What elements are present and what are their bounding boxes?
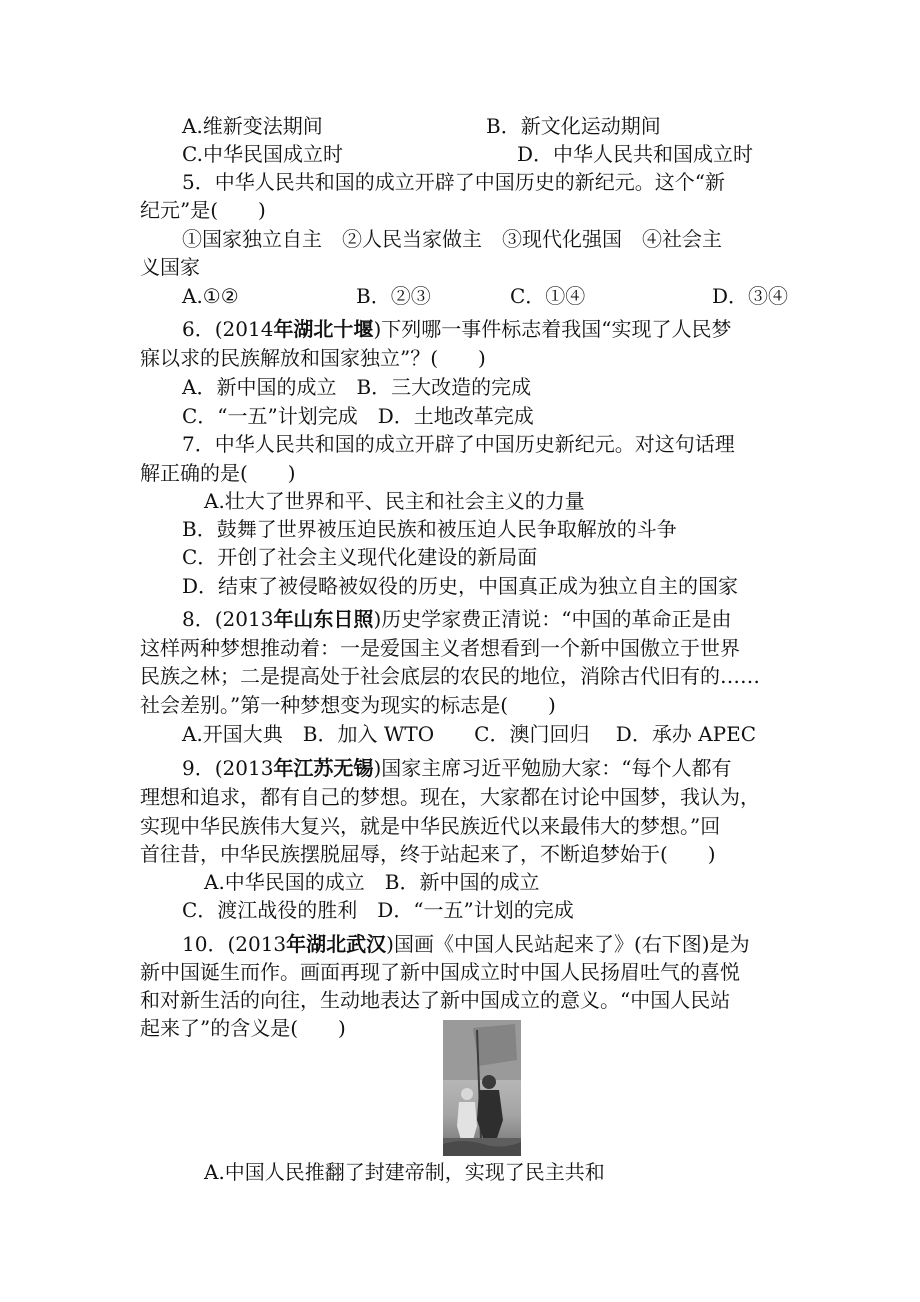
q10-number: 10．(2013: [182, 932, 287, 956]
q8-stem-rest: )历史学家费正清说：“中国的革命正是由: [373, 607, 732, 631]
q8-source: 年山东日照: [273, 607, 374, 631]
painting-image: [443, 1020, 521, 1156]
q9-source: 年江苏无锡: [273, 756, 374, 780]
q5-option-d: D．③④: [712, 284, 789, 308]
q10-option-a: A.中国人民推翻了封建帝制，实现了民主共和: [204, 1160, 605, 1184]
q7-option-a: A.壮大了世界和平、民主和社会主义的力量: [204, 489, 585, 513]
q5-items-line1: ①国家独立自主 ②人民当家做主 ③现代化强国 ④社会主: [182, 227, 722, 251]
q7-option-c: C．开创了社会主义现代化建设的新局面: [182, 545, 538, 569]
painting-figures-illustration: [443, 1020, 521, 1156]
q10-stem-line1: [182, 930, 750, 958]
q5-option-a: A.①②: [182, 284, 239, 308]
q9-stem-line4: 首往昔，中华民族摆脱屈辱，终于站起来了，不断追梦始于( ): [140, 842, 716, 866]
q9-stem-line2: 理想和追求，都有自己的梦想。现在，大家都在讨论中国梦，我认为，: [140, 785, 760, 809]
q6-stem-line2: 寐以求的民族解放和国家独立”？( ): [140, 346, 486, 370]
q10-stem-line3: 和对新生活的向往，生动地表达了新中国成立的意义。“中国人民站: [140, 988, 731, 1012]
q6-source: 年湖北十堰: [273, 317, 374, 341]
q6-number: 6．(2014: [182, 317, 274, 341]
q6-stem-rest: )下列哪一事件标志着我国“实现了人民梦: [373, 317, 732, 341]
q4-option-c: C.中华民国成立时: [182, 142, 343, 166]
q5-stem-line1: 5．中华人民共和国的成立开辟了中国历史的新纪元。这个“新: [182, 170, 725, 194]
q9-options-cd: C．渡江战役的胜利 D．“一五”计划的完成: [182, 898, 574, 922]
q9-stem-line3: 实现中华民族伟大复兴，就是中华民族近代以来最伟大的梦想。”回: [140, 814, 721, 838]
q10-stem-line2: 新中国诞生而作。画面再现了新中国成立时中国人民扬眉吐气的喜悦: [140, 960, 740, 984]
q10-source: 年湖北武汉: [286, 932, 387, 956]
q8-stem-line1: [182, 605, 731, 633]
q6-options-ab: A．新中国的成立 B．三大改造的完成: [182, 375, 532, 399]
q6-stem-line1: [182, 315, 731, 343]
q7-option-d: D．结束了被侵略被奴役的历史，中国真正成为独立自主的国家: [182, 574, 739, 598]
q4-option-b: B．新文化运动期间: [486, 114, 661, 138]
q8-stem-line2: 这样两种梦想推动着：一是爱国主义者想看到一个新中国傲立于世界: [140, 636, 740, 660]
q7-option-b: B．鼓舞了世界被压迫民族和被压迫人民争取解放的斗争: [182, 517, 677, 541]
q7-stem-line1: 7．中华人民共和国的成立开辟了中国历史新纪元。对这句话理: [182, 432, 735, 456]
q5-stem-line2: 纪元”是( ): [140, 198, 266, 222]
q8-stem-line4: 社会差别。”第一种梦想变为现实的标志是( ): [140, 693, 556, 717]
q5-option-b: B．②③: [356, 284, 431, 308]
q5-option-c: C．①④: [510, 284, 586, 308]
q8-options: A.开国大典 B．加入 WTO C．澳门回归 D．承办 APEC: [182, 722, 757, 746]
q6-options-cd: C．“一五”计划完成 D．土地改革完成: [182, 404, 534, 428]
q10-stem-line4: 起来了”的含义是( ): [140, 1016, 346, 1040]
q9-stem-rest: )国家主席习近平勉励大家：“每个人都有: [373, 756, 732, 780]
q8-stem-line3: 民族之林；二是提高处于社会底层的农民的地位，消除古代旧有的……: [140, 664, 760, 688]
q9-number: 9．(2013: [182, 756, 274, 780]
q9-options-ab: A.中华民国的成立 B．新中国的成立: [204, 870, 540, 894]
q4-option-d: D．中华人民共和国成立时: [517, 142, 754, 166]
q9-stem-line1: [182, 754, 731, 782]
q4-option-a: A.维新变法期间: [182, 114, 323, 138]
q5-items-line2: 义国家: [140, 255, 200, 279]
q10-stem-rest: )国画《中国人民站起来了》(右下图)是为: [386, 932, 750, 956]
q8-number: 8．(2013: [182, 607, 274, 631]
q7-stem-line2: 解正确的是( ): [140, 461, 296, 485]
